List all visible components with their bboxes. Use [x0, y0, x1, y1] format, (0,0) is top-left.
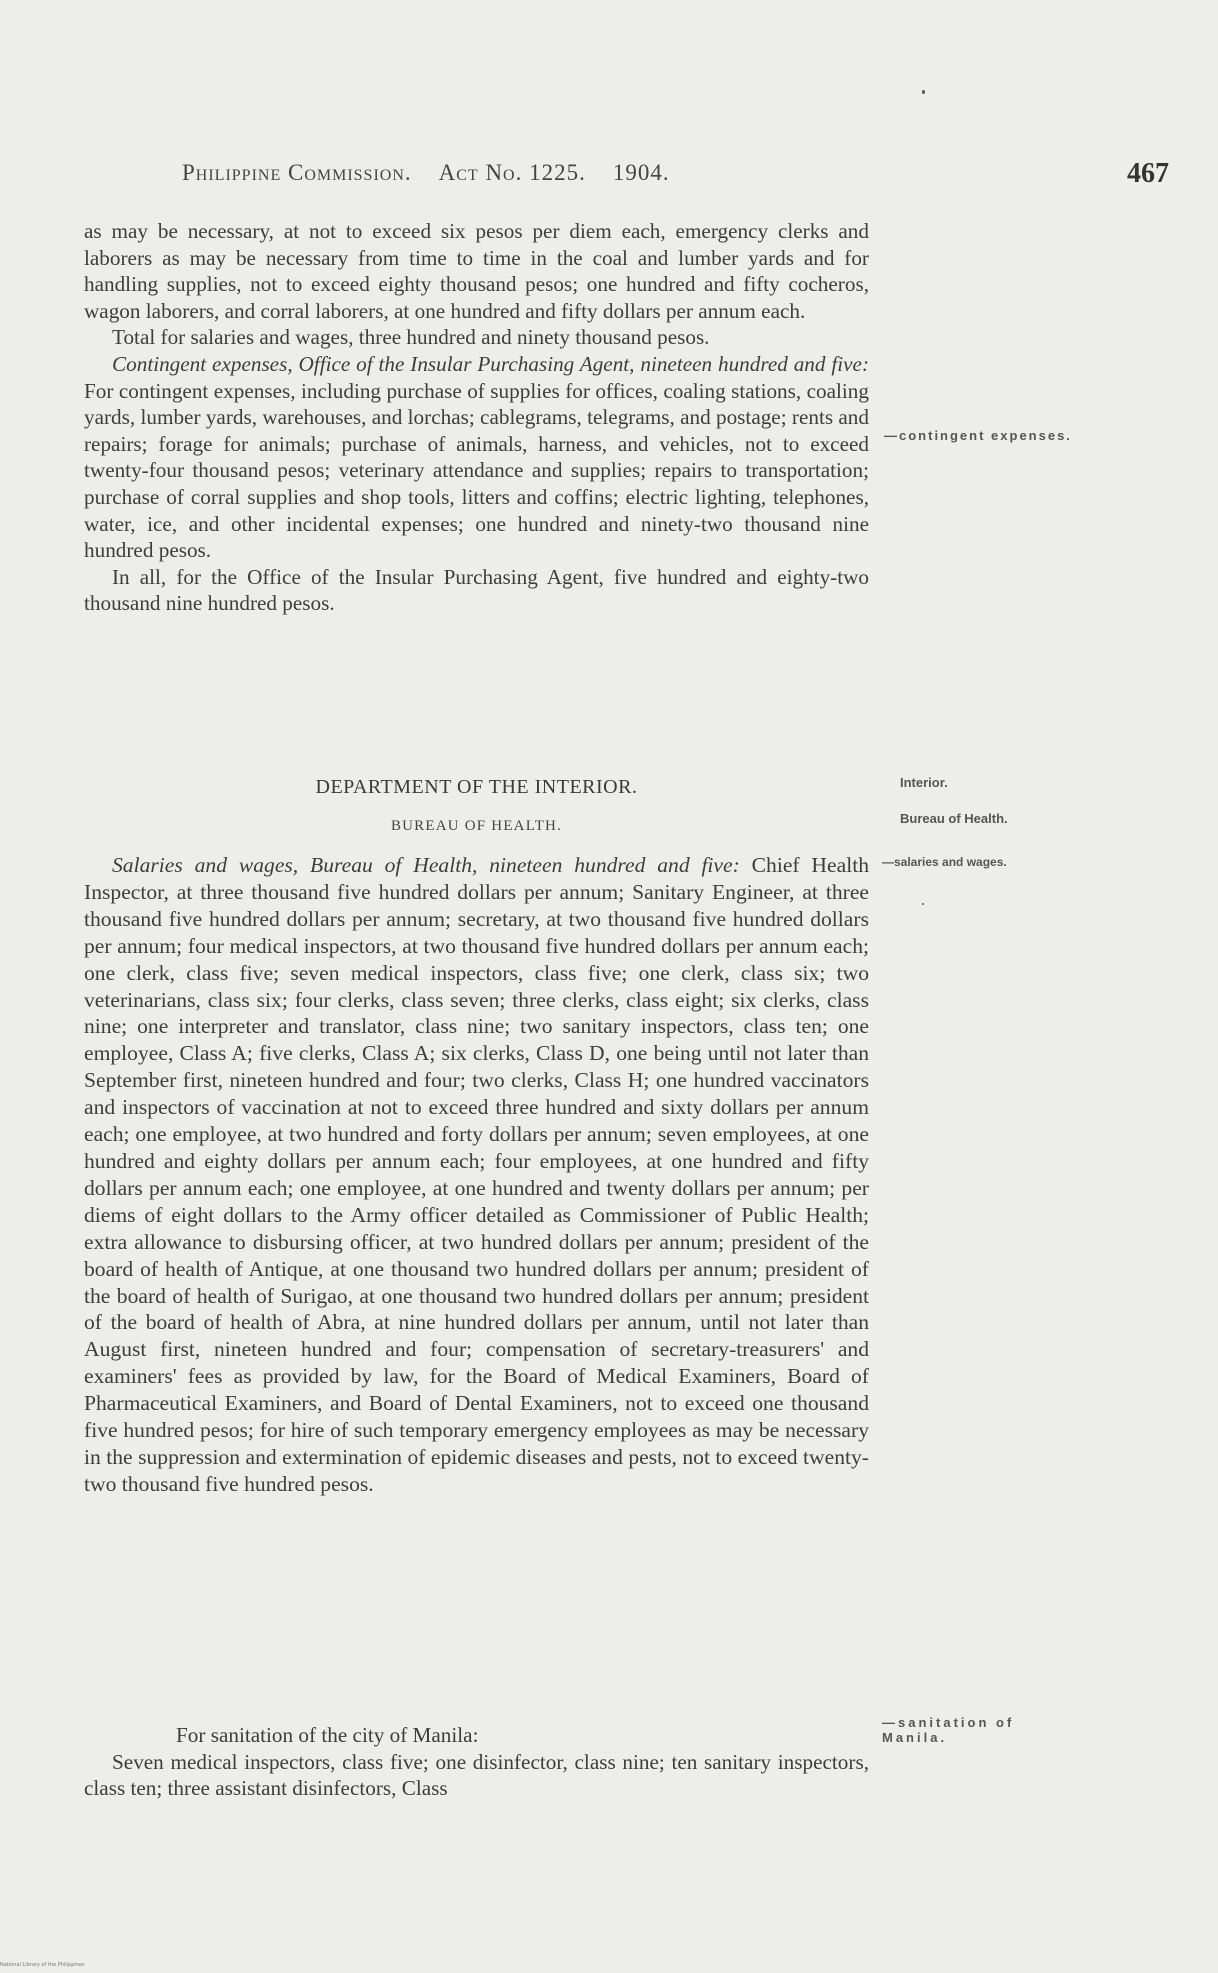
department-heading: DEPARTMENT OF THE INTERIOR. — [315, 776, 638, 798]
margin-note-salaries: —salaries and wages. — [882, 855, 1007, 869]
italic-lead: Contingent expenses, Office of the Insular Purchasing Agent, nineteen hundred and five: — [112, 351, 869, 376]
act-number: Act No. 1225. — [438, 160, 586, 185]
paragraph-body: For contingent expenses, including purchase of supplies for offices, coaling stations, coaling yards, lumber yards, warehouses, and lorchas; cablegrams, telegrams, and postage; rents and repairs; forage for animals; purchase of animals, harness, and vehicles, not to exceed twenty-four thousand pesos; veterinary attendance and supplies; repairs to transportation; purchase of corral supplies and shop tools, litters and coffins; electric lighting, telephones, water, ice, and other incidental expenses; one hundred and ninety-two thousand nine hundred pesos. — [84, 378, 869, 563]
italic-lead: Salaries and wages, Bureau of Health, nineteen hundred and five: — [112, 853, 740, 877]
paragraph: Seven medical inspectors, class five; one disinfector, class nine; ten sanitary inspectors, class ten; three assistant disinfectors, Class — [84, 1749, 869, 1801]
ink-speck — [922, 90, 925, 94]
ink-speck — [922, 903, 924, 905]
paragraph-body: Chief Health Inspector, at three thousand five hundred dollars per annum; Sanitary Engineer, at three thousand five hundred dollars per annum; secretary, at two thousand five hundred dollars per annum; four medical inspectors, at two thousand five hundred dollars per annum each; one clerk, class five; seven medical inspectors, class five; one clerk, class six; two veterinarians, class six; four clerks, class seven; three clerks, class eight; six clerks, class nine; one interpreter and translator, class nine; two sanitary inspectors, class ten; one employee, Class A; five clerks, Class A; six clerks, Class D, one being until not later than September first, nineteen hundred and four; two clerks, Class H; one hundred vaccinators and inspectors of vaccination at not to exceed three hundred and sixty dollars per annum each; one employee, at two hundred and forty dollars per annum; seven employees, at one hundred and eighty dollars per annum each; four employees, at one hundred and fifty dollars per annum each; one employee, at one hundred and twenty dollars per annum; per diems of eight dollars to the Army officer detailed as Commissioner of Public Health; extra allowance to disbursing officer, at two hundred dollars per annum; president of the board of health of Antique, at one thousand two hundred dollars per annum; president of the board of health of Surigao, at one thousand two hundred dollars per annum; president of the board of health of Abra, at nine hundred dollars per annum, until not later than August first, nineteen hundred and four; compensation of secretary-treasurers' and examiners' fees as provided by law, for the Board of Medical Examiners, Board of Pharmaceutical Examiners, and Board of Dental Examiners, not to exceed one thousand five hundred pesos; for hire of such temporary emergency employees as may be necessary in the suppression and extermination of epidemic diseases and pests, not to exceed twenty-two thousand five hundred pesos. — [84, 853, 869, 1496]
running-header — [182, 160, 762, 186]
paragraph: In all, for the Office of the Insular Purchasing Agent, five hundred and eighty-two thousand nine hundred pesos. — [84, 564, 869, 616]
text-block-salaries — [84, 852, 869, 1498]
text-block-upper — [84, 218, 869, 617]
paragraph: Total for salaries and wages, three hundred and ninety thousand pesos. — [112, 325, 710, 350]
year: 1904. — [612, 160, 670, 185]
bureau-heading: BUREAU OF HEALTH. — [390, 818, 563, 834]
page-number: 467 — [1127, 158, 1169, 189]
running-title: Philippine Commission. — [182, 160, 412, 185]
margin-note-interior: Interior. — [900, 775, 948, 790]
margin-note-contingent: —contingent expenses. — [884, 428, 1072, 443]
library-stamp: National Library of the Philippines — [0, 1962, 85, 1968]
margin-note-sanitation: —sanitation of Manila. — [882, 1715, 1015, 1745]
paragraph — [84, 852, 869, 1498]
text-block-lower — [84, 1722, 869, 1802]
margin-note-bureau: Bureau of Health. — [900, 811, 1008, 826]
paragraph: as may be necessary, at not to exceed six pesos per diem each, emergency clerks and laborers as may be necessary from time to time in the coal and lumber yards and for handling supplies, not to exceed eighty thousand pesos; one hundred and fifty cocheros, wagon laborers, and corral laborers, at one hundred and fifty dollars per annum each. — [84, 219, 869, 323]
paragraph — [84, 351, 869, 564]
paragraph: For sanitation of the city of Manila: — [176, 1723, 479, 1747]
